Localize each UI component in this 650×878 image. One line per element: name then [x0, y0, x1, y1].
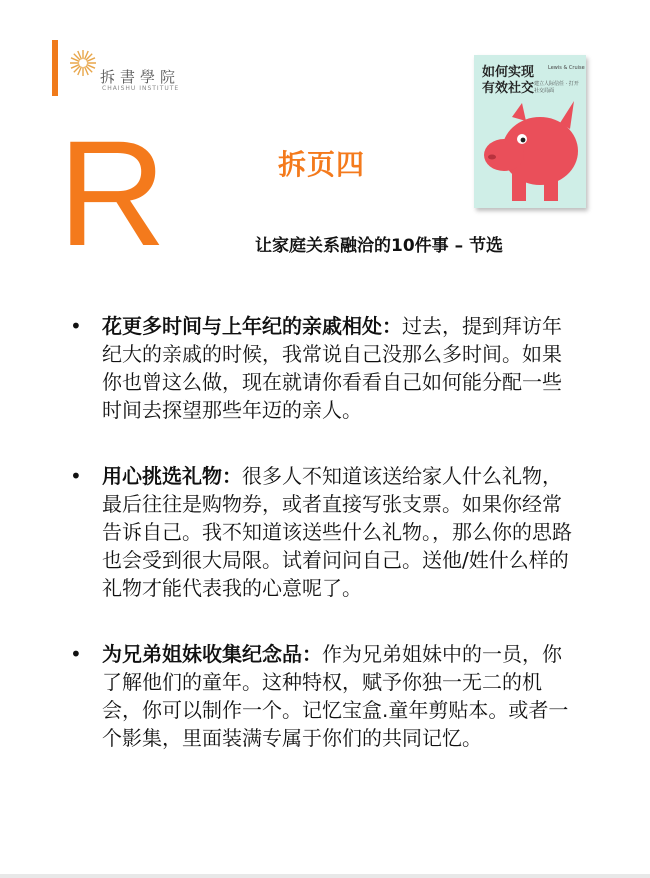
book-cover — [474, 55, 586, 208]
book-subtitle: 建立人际信任 · 打开社交局面 — [534, 81, 579, 94]
logo-accent-bar — [52, 40, 58, 96]
sunburst-logo-icon — [68, 48, 98, 78]
bullet-icon: • — [70, 642, 82, 666]
bottom-divider — [0, 874, 650, 878]
list-item — [60, 312, 580, 424]
list-item — [60, 640, 580, 752]
book-author: Lewis & Cruise — [548, 65, 585, 71]
bullet-icon: • — [70, 464, 82, 488]
content-list — [60, 312, 580, 790]
list-item — [60, 462, 580, 602]
rhino-illustration-icon — [482, 95, 582, 203]
item-heading: 用心挑选礼物： — [102, 464, 242, 488]
bullet-icon: • — [70, 314, 82, 338]
page-label: 拆页四 — [278, 148, 366, 181]
section-subtitle: 让家庭关系融洽的10件事 – 节选 — [255, 236, 503, 256]
item-heading: 为兄弟姐妹收集纪念品： — [102, 642, 322, 666]
section-letter: R — [58, 109, 167, 277]
logo-text: 拆書學院 — [100, 68, 181, 86]
item-body: 很多人不知道该送给家人什么礼物，最后往往是购物券，或者直接写张支票。如果你经常告诉自己。我不知道该送些什么礼物。，那么你的思路也会受到很大局限。试着问问自己。送他/姓什么样的礼物才能代表我的心意呢了。 — [102, 464, 572, 600]
book-title: 如何实现 有效社交 — [482, 65, 535, 96]
item-body: 过去，提到拜访年纪大的亲戚的时候，我常说自己没那么多时间。如果你也曾这么做，现在就请你看看自己如何能分配一些时间去探望那些年迈的亲人。 — [102, 314, 562, 422]
item-body: 作为兄弟姐妹中的一员，你了解他们的童年。这种特权，赋予你独一无二的机会，你可以制作一个。记忆宝盒.童年剪贴本。或者一个影集，里面装满专属于你们的共同记忆。 — [102, 642, 569, 750]
logo-subtext: CHAISHU INSTITUTE — [102, 85, 180, 92]
item-heading: 花更多时间与上年纪的亲戚相处： — [102, 314, 402, 338]
